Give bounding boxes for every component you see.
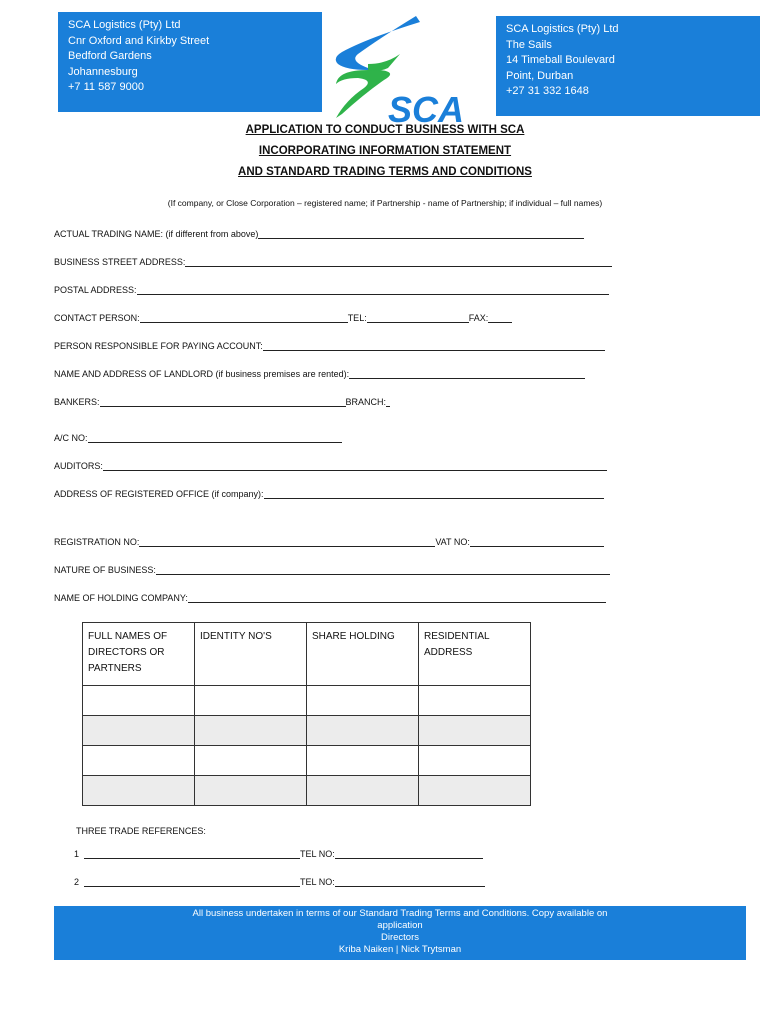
trade-reference-name-line[interactable] [84,848,300,859]
ac-no-label: A/C NO: [54,433,88,443]
right-address-line: The Sails [506,38,552,51]
branch-line[interactable] [386,396,390,407]
table-cell[interactable] [83,776,195,806]
footer-terms: All business undertaken in terms of our Standard Trading Terms and Conditions. Copy available on [192,908,608,919]
registered-office-label: ADDRESS OF REGISTERED OFFICE (if company): [54,489,264,499]
right-address-box [496,16,760,116]
table-cell[interactable] [83,716,195,746]
table-cell[interactable] [419,776,531,806]
holding-company-line[interactable] [188,592,606,603]
ac-no-line[interactable] [88,432,342,443]
left-address-line: Cnr Oxford and Kirkby Street [68,34,210,47]
trade-reference-number: 1 [74,849,80,859]
table-row [83,746,531,776]
footer-directors-heading: Directors [380,932,419,943]
registered-office-line[interactable] [264,488,604,499]
tel-label: TEL: [347,313,367,323]
auditors-label: AUDITORS: [54,461,103,471]
vat-no-line[interactable] [470,536,604,547]
bankers-line[interactable] [100,396,346,407]
right-address-line: SCA Logistics (Pty) Ltd [506,23,619,35]
trading-name-field[interactable] [54,228,584,239]
auditors-field[interactable] [54,460,607,471]
right-address-line: Point, Durban [506,69,574,82]
title-line-2: INCORPORATING INFORMATION STATEMENT [258,145,512,157]
table-cell[interactable] [307,776,419,806]
table-cell[interactable] [307,716,419,746]
auditors-line[interactable] [103,460,607,471]
table-cell[interactable] [307,686,419,716]
table-row [83,686,531,716]
landlord-line[interactable] [349,368,585,379]
street-address-field[interactable] [54,256,612,267]
trade-references-heading: THREE TRADE REFERENCES: [76,826,206,836]
paying-account-line[interactable] [263,340,605,351]
left-address-line: Johannesburg [68,65,138,78]
left-address-line: Bedford Gardens [68,50,152,62]
trade-reference-tel-line[interactable] [335,876,485,887]
table-cell[interactable] [195,686,307,716]
paying-account-field[interactable] [54,340,605,351]
title-line-1: APPLICATION TO CONDUCT BUSINESS WITH SCA [245,124,525,136]
right-address-line: +27 31 332 1648 [506,85,589,97]
vat-no-label: VAT NO: [435,537,470,547]
bankers-label: BANKERS: [54,397,100,407]
left-address-line: SCA Logistics (Pty) Ltd [68,19,181,31]
trade-reference-tel-line[interactable] [335,848,483,859]
postal-address-field[interactable] [54,284,609,295]
trade-reference-2[interactable] [74,876,485,887]
right-address-line: 14 Timeball Boulevard [506,54,615,66]
holding-company-label: NAME OF HOLDING COMPANY: [54,593,188,603]
postal-address-line[interactable] [137,284,609,295]
sca-logo-icon [328,14,484,126]
directors-table-header-row [83,623,531,686]
table-cell[interactable] [307,746,419,776]
nature-of-business-field[interactable] [54,564,610,575]
registration-no-label: REGISTRATION NO: [54,537,140,547]
instruction-note: (If company, or Close Corporation – registered name; if Partnership - name of Partnership; if individual – full names) [167,198,603,208]
branch-label: BRANCH: [345,397,387,407]
registration-no-line[interactable] [139,536,435,547]
svg-text:SCA: SCA [388,89,465,126]
table-header-cell: SHARE HOLDING [307,623,419,686]
table-row [83,776,531,806]
table-cell[interactable] [83,686,195,716]
table-header-cell: RESIDENTIAL ADDRESS [419,623,531,686]
trade-reference-name-line[interactable] [84,876,300,887]
registered-office-field[interactable] [54,488,604,499]
table-header-cell: FULL NAMES OF DIRECTORS OR PARTNERS [83,623,195,686]
table-cell[interactable] [83,746,195,776]
bankers-field[interactable] [54,396,390,407]
ac-no-field[interactable] [54,432,342,443]
nature-of-business-label: NATURE OF BUSINESS: [54,565,156,575]
table-cell[interactable] [419,746,531,776]
landlord-field[interactable] [54,368,585,379]
sca-logo [328,14,484,126]
trade-reference-tel-label: TEL NO: [300,849,335,859]
table-cell[interactable] [419,686,531,716]
table-cell[interactable] [195,716,307,746]
footer-banner [54,906,746,960]
fax-line[interactable] [488,312,512,323]
trading-name-label: ACTUAL TRADING NAME: (if different from above) [54,229,259,239]
footer-directors-names: Kriba Naiken | Nick Trytsman [338,944,462,955]
title-line-3: AND STANDARD TRADING TERMS AND CONDITIONS [238,166,532,178]
trade-reference-number: 2 [74,877,80,887]
table-cell[interactable] [419,716,531,746]
registration-no-field[interactable] [54,536,604,547]
fax-label: FAX: [468,313,489,323]
contact-person-label: CONTACT PERSON: [54,313,140,323]
contact-person-line[interactable] [140,312,348,323]
trading-name-line[interactable] [258,228,584,239]
street-address-line[interactable] [185,256,612,267]
landlord-label: NAME AND ADDRESS OF LANDLORD (if business premises are rented): [54,369,350,379]
footer-terms-continued: application [377,920,423,931]
table-row [83,716,531,746]
table-cell[interactable] [195,776,307,806]
left-address-line: +7 11 587 9000 [68,81,144,93]
trade-reference-tel-label: TEL NO: [300,877,335,887]
tel-line[interactable] [367,312,469,323]
left-address-box [58,12,322,112]
table-cell[interactable] [195,746,307,776]
trade-reference-1[interactable] [74,848,483,859]
postal-address-label: POSTAL ADDRESS: [54,285,137,295]
holding-company-field[interactable] [54,592,606,603]
directors-table [82,622,531,806]
table-header-cell: IDENTITY NO'S [195,623,307,686]
nature-of-business-line[interactable] [156,564,610,575]
street-address-label: BUSINESS STREET ADDRESS: [54,257,186,267]
contact-person-field[interactable] [54,312,512,323]
paying-account-label: PERSON RESPONSIBLE FOR PAYING ACCOUNT: [54,341,263,351]
